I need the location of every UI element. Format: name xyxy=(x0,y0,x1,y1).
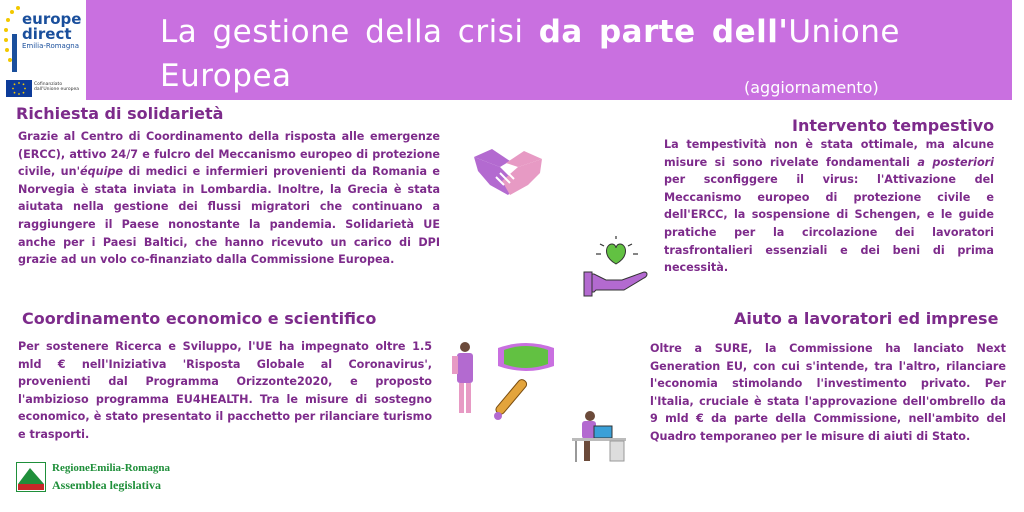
heading-aid: Aiuto a lavoratori ed imprese xyxy=(734,309,999,328)
heading-solidarity: Richiesta di solidarietà xyxy=(16,104,224,123)
text-aid: Oltre a SURE, la Commissione ha lanciato Next Generation EU, con cui s'intende, tra l'altro, rilanciare l'economia stimolando l'investimento privato. Per l'Italia, cruciale è stata l'approvazione dell'ombrello da 9 mld € da parte della Commissione, nell'ambito del Quadro temporaneo per le misure di aiuti di Stato. xyxy=(650,342,1006,443)
text-solidarity-part2: di medici e infermieri provenienti da Romania e Norvegia è stata inviata in Lombardia. Inoltre, la Grecia è stata aiutata nella gestione dei flussi migratori che continuano a raggiungere il Paese nonostante la pandemia. Solidarietà UE anche per i Paesi Baltici, che hanno ricevuto un carico di DPI grazie ad un volo co-finanziato dalla Commissione Europea. xyxy=(18,165,440,267)
europe-direct-logo xyxy=(0,0,86,100)
title-line2: Europea xyxy=(160,58,292,94)
title-part2: Unione xyxy=(788,14,900,50)
regione-emilia-romagna-logo xyxy=(16,462,170,496)
title-bold: da parte dell' xyxy=(538,14,789,50)
header-banner xyxy=(0,0,1012,100)
text-solidarity-part1: Grazie al Centro di Coordinamento della risposta alle emergenze (ERCC), attivo 24/7 e fulcro del Meccanismo europeo di protezione civile, un' xyxy=(18,130,440,179)
logo-region: Emilia-Romagna xyxy=(22,42,80,50)
text-intervention-part1: La tempestività non è stata ottimale, ma alcune misure si sono rivelate fondamentali xyxy=(664,138,994,169)
text-intervention-italic: a posteriori xyxy=(917,155,994,169)
assembly-name: Assemblea legislativa xyxy=(52,478,161,492)
cofinanced-label: Cofinanziato dall'Unione europea xyxy=(34,82,80,92)
thermometer-icon xyxy=(490,378,532,422)
logo-text xyxy=(22,12,81,50)
title-part1: La gestione della crisi xyxy=(160,14,539,50)
heading-coordination: Coordinamento economico e scientifico xyxy=(22,309,377,328)
region-name: RegioneEmilia-Romagna xyxy=(52,462,170,474)
face-mask-icon xyxy=(496,340,556,374)
heading-intervention: Intervento tempestivo xyxy=(792,116,995,135)
eu-stars-icon xyxy=(4,4,24,76)
text-intervention xyxy=(664,136,994,277)
page-subtitle: (aggiornamento) xyxy=(744,78,879,97)
worker-desk-icon xyxy=(570,408,628,464)
logo-line2: direct xyxy=(22,25,72,43)
text-coordination: Per sostenere Ricerca e Sviluppo, l'UE ha impegnato oltre 1.5 mld € nell'Iniziativa 'Risposta Globale al Coronavirus', provenienti dal Programma Orizzonte2020, e proposto l'ambizioso programma EU4HEALTH. Tra le misure di sostegno economico, è stato presentato il pacchetto per rilanciare turismo e trasporti. xyxy=(18,340,432,441)
text-solidarity xyxy=(18,128,440,269)
eu-flag-icon xyxy=(6,80,32,97)
person-icon xyxy=(452,340,478,414)
title-line1 xyxy=(160,10,900,54)
region-emblem-icon xyxy=(16,462,46,492)
logo-line1: europe xyxy=(22,10,82,28)
handshake-icon xyxy=(470,145,546,201)
text-solidarity-italic: équipe xyxy=(80,165,124,179)
text-intervention-part2: per sconfiggere il virus: l'Attivazione del Meccanismo europeo di protezione civile e dell'ERCC, la sospensione di Schengen, e le guide pratiche per la circolazione dei lavoratori trasfrontalieri essenziali e dei beni di prima necessità. xyxy=(664,173,994,275)
hand-heart-icon xyxy=(582,234,652,300)
